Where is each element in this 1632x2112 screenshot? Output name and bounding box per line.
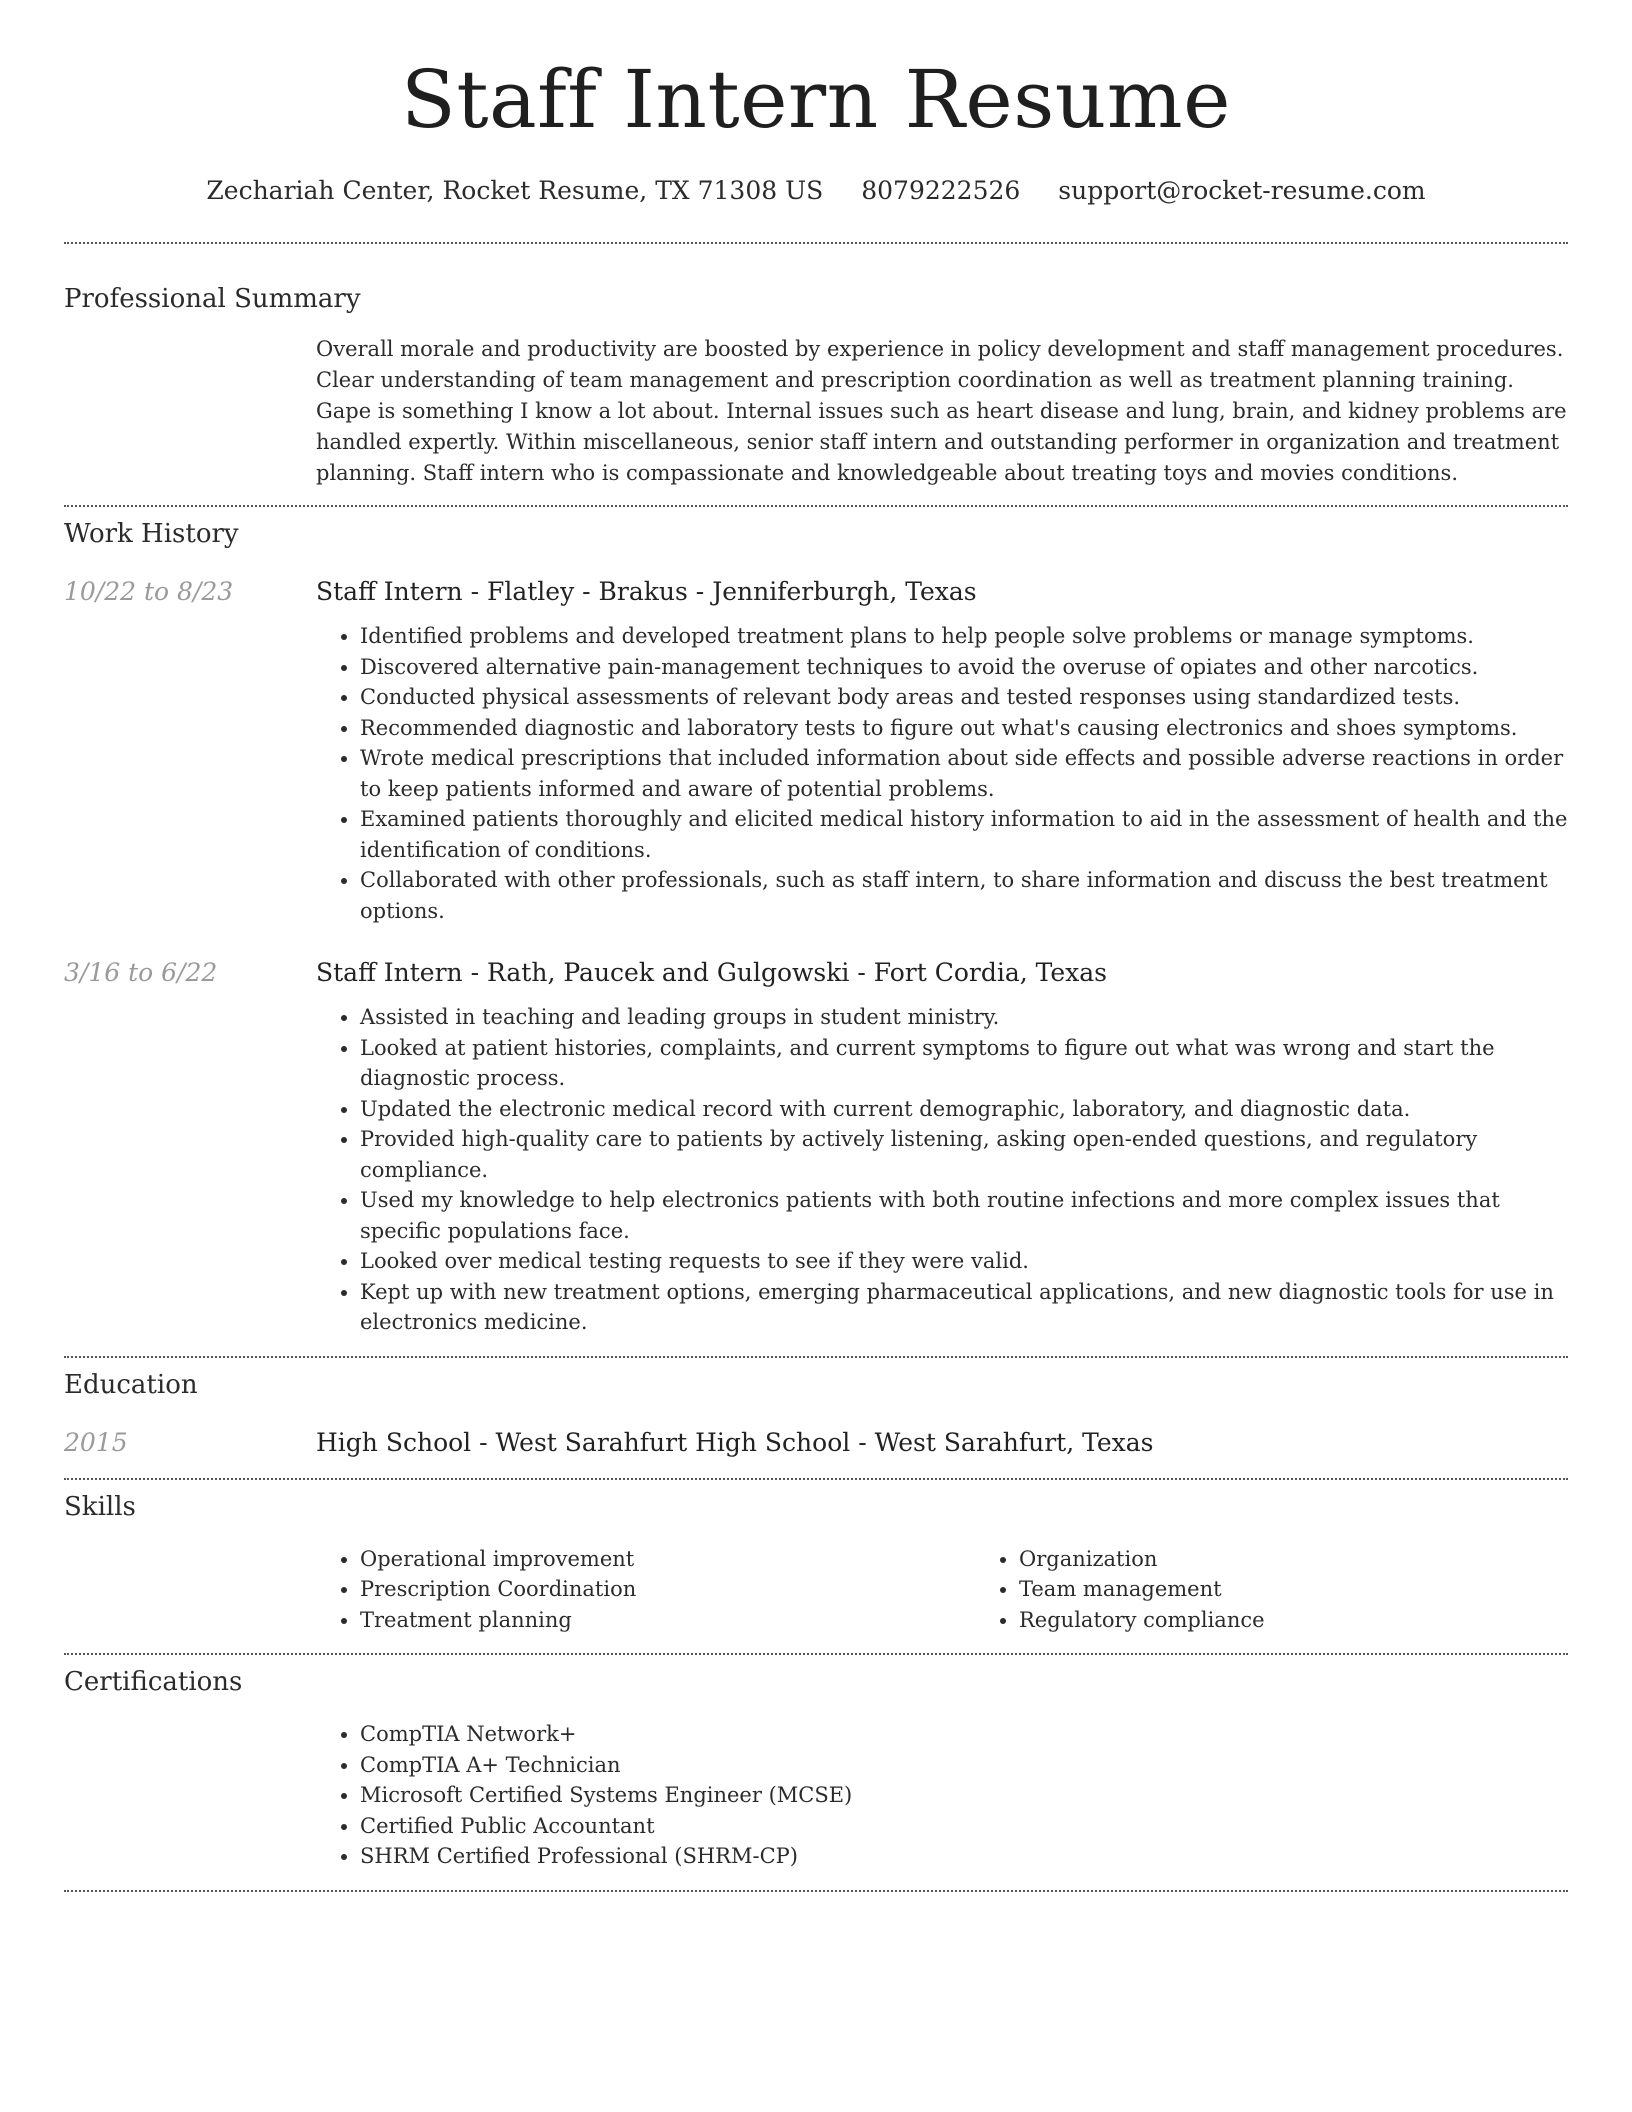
job-heading: Staff Intern - Rath, Paucek and Gulgowski - Fort Cordia, Texas: [316, 958, 1107, 987]
certifications-list: [316, 1719, 1568, 1872]
job-bullets: [316, 621, 1568, 926]
list-item: • Treatment planning: [360, 1605, 975, 1636]
job-details-col: [316, 575, 1568, 926]
job-dates-col: [64, 575, 316, 609]
list-item: • Identified problems and developed treatment plans to help people solve problems or manage symptoms.: [360, 621, 1568, 652]
list-item: • Wrote medical prescriptions that included information about side effects and possible adverse reactions in order to keep patients informed and aware of potential problems.: [360, 743, 1568, 804]
resume-header: [64, 0, 1568, 208]
contact-line: [64, 174, 1568, 208]
job-details-col: [316, 956, 1568, 1338]
section-work-history: [64, 507, 1568, 1356]
contact-phone: 8079222526: [861, 176, 1021, 205]
list-item: • SHRM Certified Professional (SHRM-CP): [360, 1841, 1568, 1872]
job-heading: Staff Intern - Flatley - Brakus - Jenniferburgh, Texas: [316, 577, 977, 606]
skills-row: [64, 1544, 1568, 1636]
list-item: • Looked at patient histories, complaints, and current symptoms to figure out what was wrong and start the diagnostic process.: [360, 1033, 1568, 1094]
section-summary: [64, 244, 1568, 505]
list-item: • Conducted physical assessments of relevant body areas and tested responses using standardized tests.: [360, 682, 1568, 713]
list-item: • Used my knowledge to help electronics patients with both routine infections and more complex issues that specific populations face.: [360, 1185, 1568, 1246]
education-heading: High School - West Sarahfurt High School - West Sarahfurt, Texas: [316, 1427, 1154, 1457]
job-dates: 10/22 to 8/23: [64, 577, 234, 606]
list-item: • Discovered alternative pain-management techniques to avoid the overuse of opiates and other narcotics.: [360, 652, 1568, 683]
job-dates-col: [64, 956, 316, 990]
skills-list-right: [975, 1544, 1632, 1636]
job-entry: [64, 575, 1568, 926]
education-year-col: [64, 1426, 316, 1460]
contact-email: support@rocket-resume.com: [1058, 176, 1426, 205]
education-details-col: [316, 1426, 1568, 1460]
list-item: • Organization: [1019, 1544, 1632, 1575]
list-item: • Provided high-quality care to patients by actively listening, asking open-ended questions, and regulatory compliance.: [360, 1124, 1568, 1185]
skills-grid: [316, 1544, 1632, 1636]
resume-title: Staff Intern Resume: [401, 53, 1231, 146]
skills-list-left: [316, 1544, 975, 1636]
divider: [64, 1890, 1568, 1892]
summary-row: [64, 334, 1568, 489]
list-item: • Collaborated with other professionals, such as staff intern, to share information and discuss the best treatment options.: [360, 865, 1568, 926]
list-item: • Recommended diagnostic and laboratory tests to figure out what's causing electronics and shoes symptoms.: [360, 713, 1568, 744]
certifications-col: [316, 1719, 1568, 1872]
list-item: • CompTIA Network+: [360, 1719, 1568, 1750]
section-skills: [64, 1480, 1568, 1654]
certifications-row: [64, 1719, 1568, 1872]
section-title-work: Work History: [64, 519, 239, 549]
job-dates: 3/16 to 6/22: [64, 958, 218, 987]
contact-address: Zechariah Center, Rocket Resume, TX 71308 US: [206, 176, 824, 205]
education-entry: [64, 1426, 1568, 1460]
list-item: • Microsoft Certified Systems Engineer (MCSE): [360, 1780, 1568, 1811]
section-title-certifications: Certifications: [64, 1667, 243, 1697]
job-entry: [64, 956, 1568, 1338]
section-education: [64, 1358, 1568, 1478]
list-item: • Certified Public Accountant: [360, 1811, 1568, 1842]
list-item: • Regulatory compliance: [1019, 1605, 1632, 1636]
section-title-summary: Professional Summary: [64, 284, 361, 314]
list-item: • Looked over medical testing requests to see if they were valid.: [360, 1246, 1568, 1277]
summary-right-col: [316, 334, 1568, 489]
job-bullets: [316, 1002, 1568, 1338]
section-certifications: [64, 1655, 1568, 1890]
list-item: • Assisted in teaching and leading groups in student ministry.: [360, 1002, 1568, 1033]
list-item: • Updated the electronic medical record with current demographic, laboratory, and diagnostic data.: [360, 1094, 1568, 1125]
list-item: • Operational improvement: [360, 1544, 975, 1575]
section-title-skills: Skills: [64, 1491, 136, 1522]
list-item: • CompTIA A+ Technician: [360, 1750, 1568, 1781]
list-item: • Kept up with new treatment options, emerging pharmaceutical applications, and new diagnostic tools for use in electronics medicine.: [360, 1277, 1568, 1338]
education-year: 2015: [64, 1427, 128, 1457]
list-item: • Prescription Coordination: [360, 1574, 975, 1605]
summary-text: Overall morale and productivity are boosted by experience in policy development and staff management procedures. Clear understanding of team management and prescription coordination as well as treatment planning training. Gape is something I know a lot about. Internal issues such as heart disease and lung, brain, and kidney problems are handled expertly. Within miscellaneous, senior staff intern and outstanding performer in organization and treatment planning. Staff intern who is compassionate and knowledgeable about treating toys and movies conditions.: [316, 337, 1567, 485]
list-item: • Examined patients thoroughly and elicited medical history information to aid in the assessment of health and the identification of conditions.: [360, 804, 1568, 865]
list-item: • Team management: [1019, 1574, 1632, 1605]
section-title-education: Education: [64, 1369, 198, 1400]
